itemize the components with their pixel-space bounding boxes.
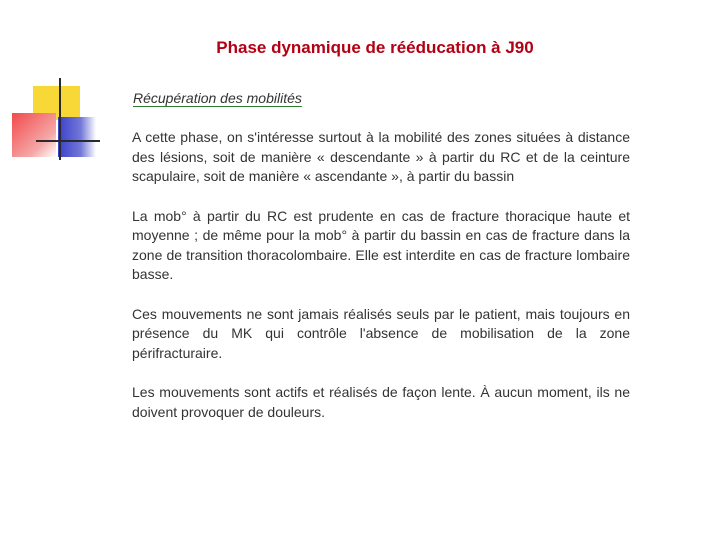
decorative-red-square	[12, 113, 56, 157]
slide-subtitle: Récupération des mobilités	[133, 90, 302, 106]
paragraph-2: La mob° à partir du RC est prudente en cas de fracture thoracique haute et moyenne ; de même pour la mob° à partir du bassin en cas de fracture dans la zone de transition thoracolombaire. Elle est interdite en cas de fracture lombaire basse.	[132, 207, 630, 282]
paragraph-3: Ces mouvements ne sont jamais réalisés seuls par le patient, mais toujours en présence du MK qui contrôle l'absence de mobilisation de la zone périfracturaire.	[132, 305, 630, 361]
decorative-vertical-line	[59, 78, 61, 160]
paragraph-1: A cette phase, on s'intéresse surtout à la mobilité des zones situées à distance des lésions, soit de manière « descendante » à partir du RC et de la ceinture scapulaire, soit de manière « ascendante », à partir du bassin	[132, 129, 630, 184]
slide-title: Phase dynamique de rééducation à J90	[216, 38, 534, 57]
paragraph-4: Les mouvements sont actifs et réalisés de façon lente. À aucun moment, ils ne doivent provoquer de douleurs.	[132, 384, 630, 420]
decorative-blue-square	[58, 117, 96, 157]
decorative-horizontal-line	[36, 140, 100, 142]
slide-body	[132, 128, 630, 442]
